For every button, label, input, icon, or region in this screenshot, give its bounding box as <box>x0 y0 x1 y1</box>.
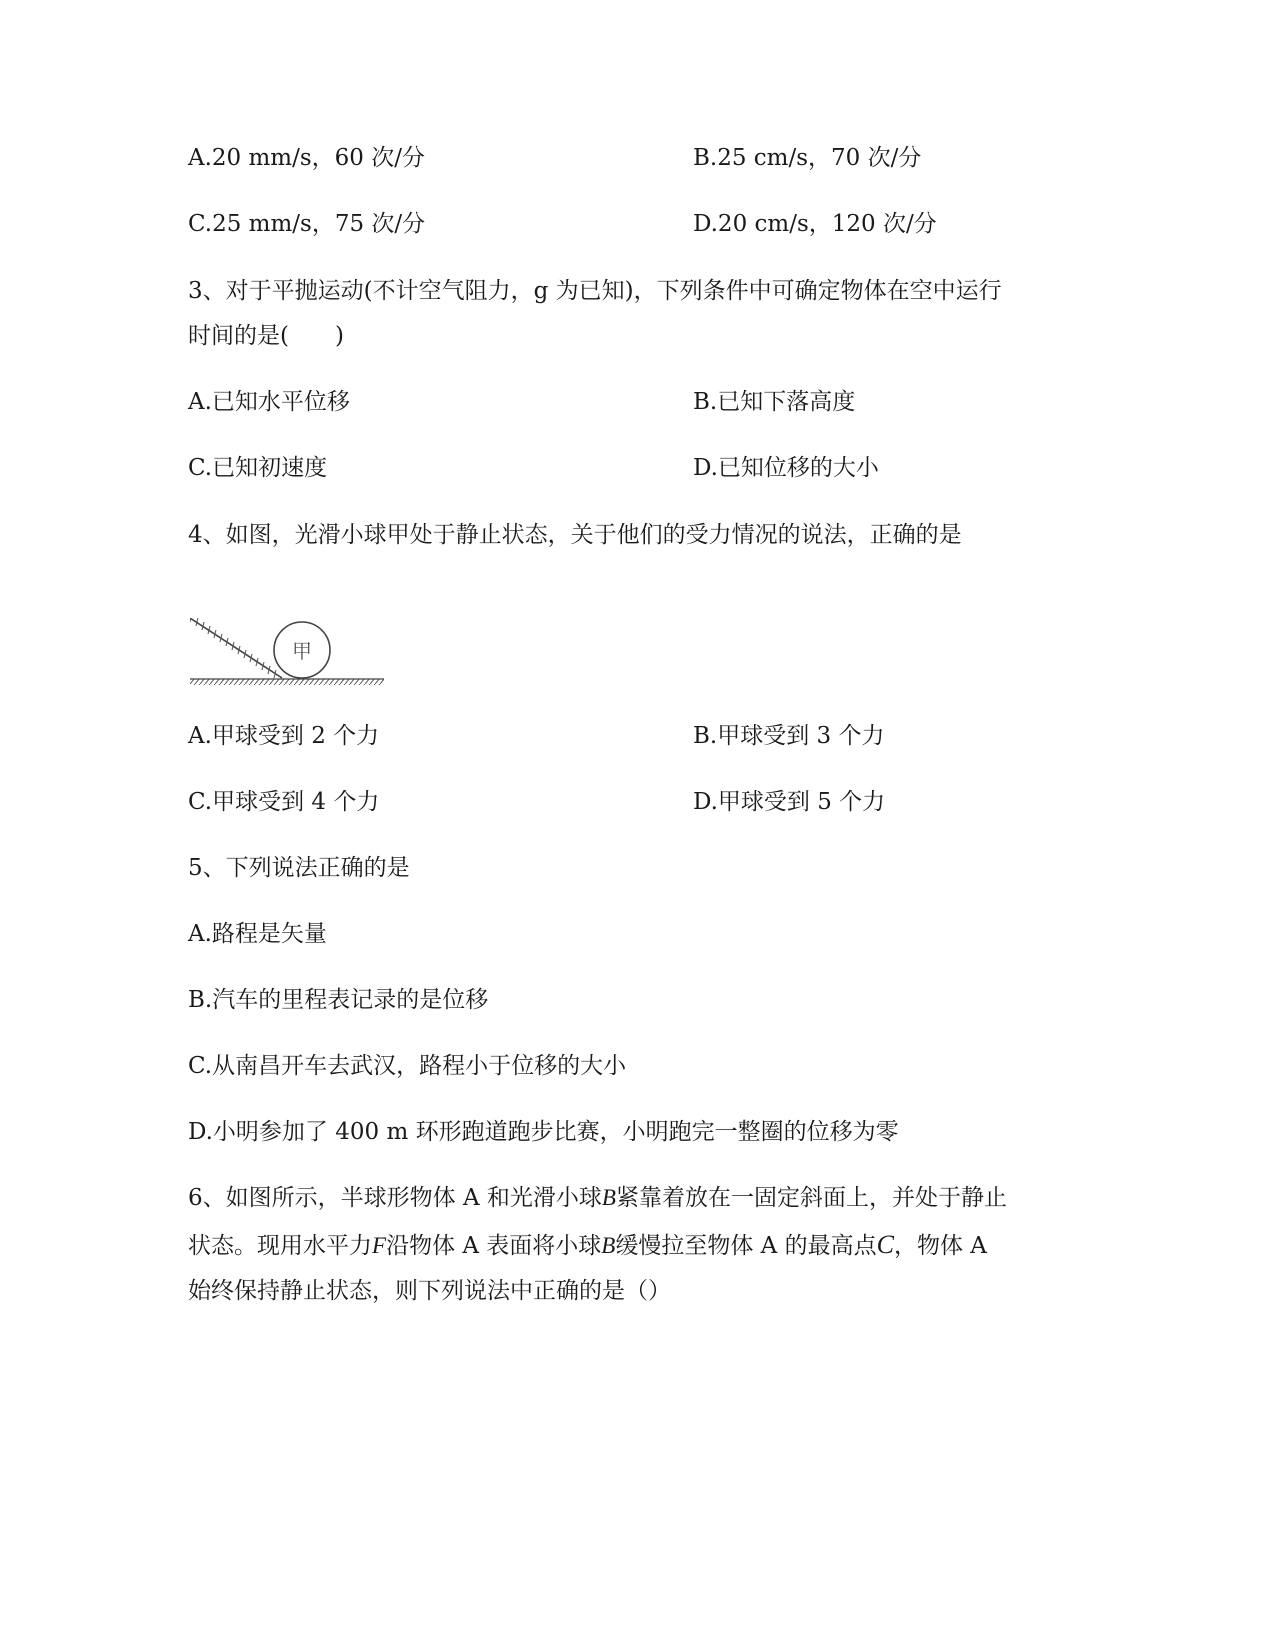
q2-option-c: C.25 mm/s，75 次/分 <box>188 211 426 237</box>
var-b: B <box>601 1233 616 1258</box>
q5-option-c: C.从南昌开车去武汉，路程小于位移的大小 <box>188 1053 627 1079</box>
q4-stem: 4、如图，光滑小球甲处于静止状态，关于他们的受力情况的说法，正确的是 <box>188 522 962 548</box>
q6-stem-line1 <box>188 1183 1007 1213</box>
q5-stem: 5、下列说法正确的是 <box>188 855 410 881</box>
q3-option-a: A.已知水平位移 <box>188 389 350 415</box>
q2-option-b: B.25 cm/s，70 次/分 <box>693 145 922 171</box>
q6-text: 缓慢拉至物体 A 的最高点 <box>615 1233 877 1259</box>
q3-stem-line1: 3、对于平抛运动(不计空气阻力，g 为已知)，下列条件中可确定物体在空中运行 <box>188 278 1002 304</box>
q5-option-d: D.小明参加了 400 m 环形跑道跑步比赛，小明跑完一整圈的位移为零 <box>188 1119 899 1145</box>
q3-stem-line2: 时间的是( ) <box>188 323 344 349</box>
q5-option-a: A.路程是矢量 <box>188 921 327 947</box>
q4-option-c: C.甲球受到 4 个力 <box>188 789 380 815</box>
q6-text: 状态。现用水平力 <box>188 1233 372 1259</box>
q4-figure-incline-ball <box>190 618 400 718</box>
q4-option-a: A.甲球受到 2 个力 <box>188 723 380 749</box>
q6-text: ，物体 A <box>893 1233 987 1259</box>
ground-hatching <box>190 679 384 685</box>
q2-option-a: A.20 mm/s，60 次/分 <box>188 145 425 171</box>
q5-option-b: B.汽车的里程表记录的是位移 <box>188 987 489 1013</box>
q6-text: 紧靠着放在一固定斜面上，并处于静止 <box>615 1185 1007 1211</box>
ball-label: 甲 <box>292 639 312 663</box>
q6-stem-line2 <box>188 1230 987 1261</box>
q3-option-d: D.已知位移的大小 <box>693 455 879 481</box>
q6-text: 6、如图所示，半球形物体 A 和光滑小球 <box>188 1185 602 1211</box>
q6-text: 沿物体 A 表面将小球 <box>386 1233 602 1259</box>
var-b: B <box>601 1185 616 1210</box>
q2-option-d: D.20 cm/s，120 次/分 <box>693 211 937 237</box>
var-c: C <box>876 1230 894 1259</box>
q3-option-c: C.已知初速度 <box>188 455 328 481</box>
q4-option-b: B.甲球受到 3 个力 <box>693 723 885 749</box>
incline <box>190 618 282 678</box>
var-f: F <box>372 1233 387 1258</box>
q6-stem-line3: 始终保持静止状态，则下列说法中正确的是（） <box>188 1278 671 1304</box>
q4-option-d: D.甲球受到 5 个力 <box>693 789 886 815</box>
q3-option-b: B.已知下落高度 <box>693 389 856 415</box>
